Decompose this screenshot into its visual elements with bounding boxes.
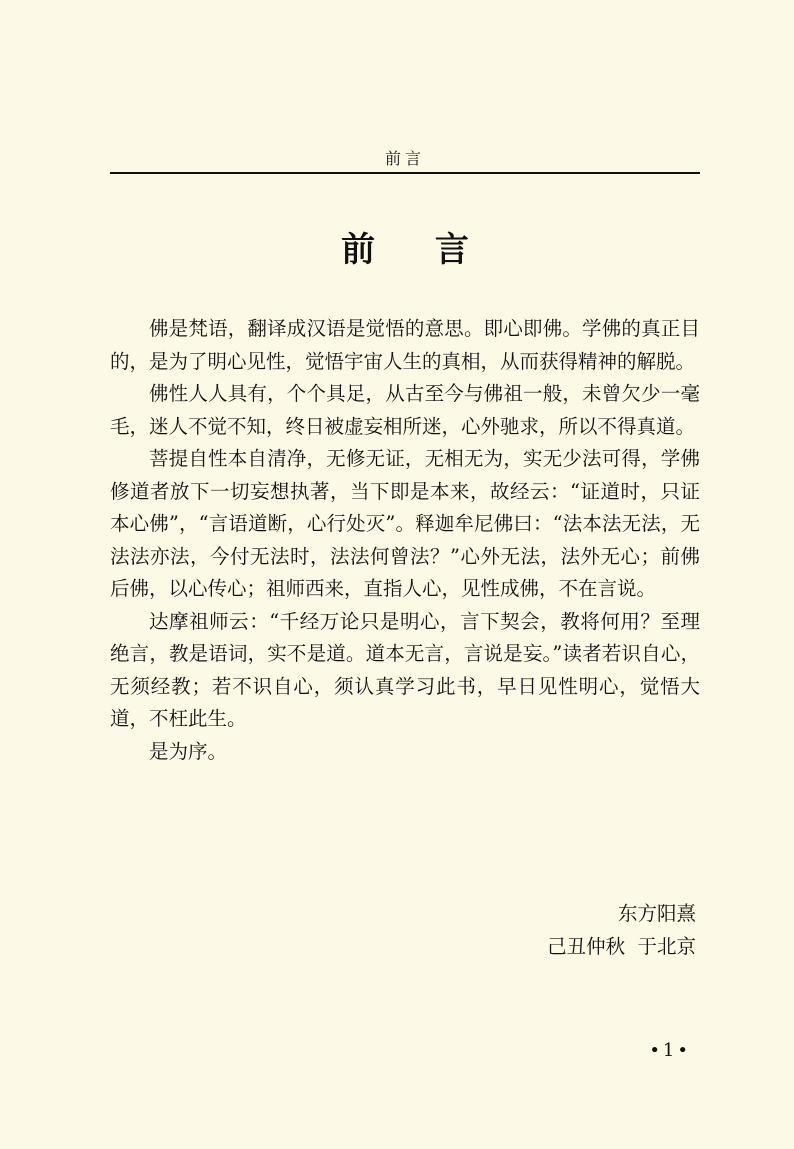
paragraph: 达摩祖师云：“千经万论只是明心，言下契会，教将何用？至理绝言，教是语词，实不是道。道本无言，言说是妄。”读者若识自心，无须经教；若不识自心，须认真学习此书，早日见性明心，觉悟大道，不枉此生。 <box>110 609 700 730</box>
body-text <box>110 313 700 768</box>
paragraph: 佛性人人具有，个个具足，从古至今与佛祖一般，未曾欠少一毫毛，迷人不觉不知，终日被虚妄相所迷，心外驰求，所以不得真道。 <box>110 382 700 438</box>
paragraph: 佛是梵语，翻译成汉语是觉悟的意思。即心即佛。学佛的真正目的，是为了明心见性，觉悟宇宙人生的真相，从而获得精神的解脱。 <box>110 317 700 373</box>
page-number: •1• <box>649 1040 691 1061</box>
signature-date-place: 己丑仲秋 于北京 <box>547 934 696 958</box>
chapter-title: 前 言 <box>341 230 493 270</box>
paragraph: 是为序。 <box>149 739 228 763</box>
signature-author: 东方阳熹 <box>617 902 696 925</box>
header-rule <box>110 172 700 174</box>
signature-block <box>547 898 696 963</box>
running-header: 前言 <box>384 149 425 168</box>
paragraph: 菩提自性本自清净，无修无证，无相无为，实无少法可得，学佛修道者放下一切妄想执著，当下即是本来，故经云：“证道时，只证本心佛”，“言语道断，心行处灭”。释迦牟尼佛曰：“法本法无法，无法法亦法，今付无法时，法法何曾法？”心外无法，法外无心；前佛后佛，以心传心；祖师西来，直指人心，见性成佛，不在言说。 <box>110 447 700 600</box>
